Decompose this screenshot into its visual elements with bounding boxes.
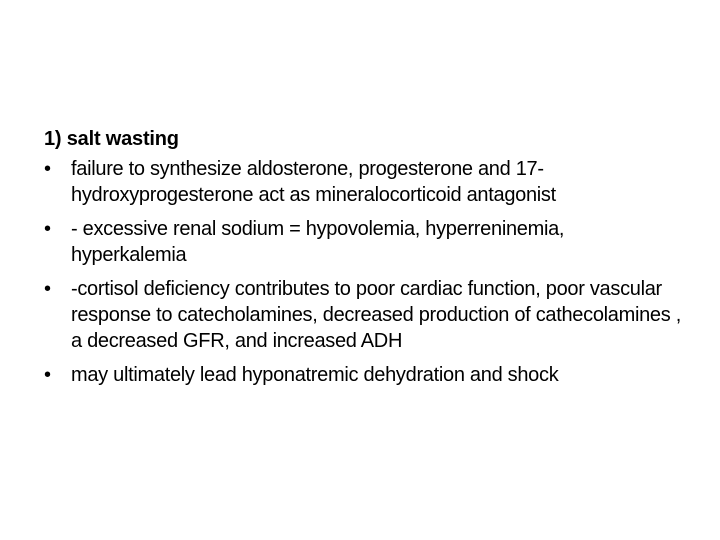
bullet-list — [44, 156, 684, 388]
bullet-item-3 — [44, 276, 684, 354]
slide-content — [44, 126, 684, 396]
bullet-text-1: failure to synthesize aldosterone, progesterone and 17-hydroxyprogesterone act as mineralocorticoid antagonist — [71, 158, 556, 206]
bullet-item-1 — [44, 156, 684, 208]
bullet-text-3: -cortisol deficiency contributes to poor cardiac function, poor vascular response to catecholamines, decreased production of cathecolamines , a decreased GFR, and increased ADH — [71, 278, 681, 352]
bullet-item-2 — [44, 216, 684, 268]
bullet-dot-icon: • — [44, 158, 51, 180]
bullet-dot-icon: • — [44, 278, 51, 300]
bullet-dot-icon: • — [44, 218, 51, 240]
bullet-dot-icon: • — [44, 364, 51, 386]
slide-heading: 1) salt wasting — [44, 128, 179, 150]
bullet-item-4 — [44, 362, 684, 388]
bullet-text-4: may ultimately lead hyponatremic dehydration and shock — [71, 364, 559, 386]
bullet-text-2: - excessive renal sodium = hypovolemia, hyperreninemia, hyperkalemia — [71, 218, 565, 266]
